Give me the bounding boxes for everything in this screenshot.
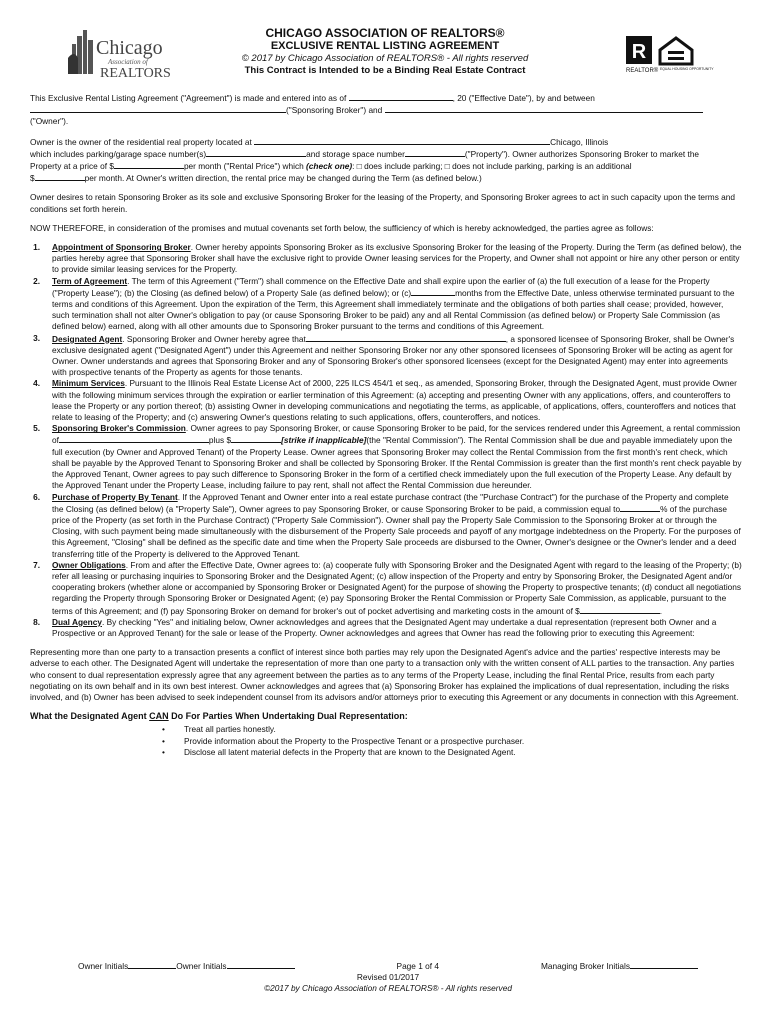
section-term: 2. Term of Agreement. The term of this Agreement ("Term") shall commence on the Effective Date and shall expire upon the earlier of (a) the full execution of a lease for the Property ("Property Lease"); (b) the Closing (as defined below) of a Property Sale (as defined below); or (c) months from the Effective Date, unless otherwise terminated pursuant to the terms and conditions of this Agreement. Upon the expiration of the Term, this Agreement shall immediately terminate and the obligations of both parties shall cease; provided, however, such termination shall not alter Owner's obligation to pay (or cause Sponsoring Broker to be paid) any and all Rental Commission (as defined below) or Property Sale Commission (as defined below) earned, along with all other amounts due to Sponsoring Broker pursuant to the terms and conditions of this Agreement. xyxy=(33,275,735,332)
term-months-field[interactable] xyxy=(411,287,455,296)
section-owner-obligations: 7. Owner Obligations. From and after the Effective Date, Owner agrees to: (a) cooperate fully with Sponsoring Broker and the Designated Agent with regard to the leasing of the Property; (b) refer all leasing or purchasing inquiries to Sponsoring Broker and the Designated Agent; (c) allow inspection of the Property and entry by Sponsoring Broker, the Designated Agent and/or cooperating brokers (whether alone or accompanied by Sponsoring Broker or Designated Agent) for the purpose of showing the Property to prospective tenants; (d) conduct all negotiations regarding the Property through Sponsoring Broker or Designated Agent; (e) pay Sponsoring Broker the Rental Commission or Property Sale Commission, as applicable, pursuant to the terms of this Agreement; and (f) pay Sponsoring Broker on demand for broker's out of pocket advertising and marketing costs in the amount of $ . xyxy=(33,559,742,616)
section-minimum-services: 4. Minimum Services. Pursuant to the Illinois Real Estate License Act of 2000, 225 ILCS 454/1 et seq., as amended, Sponsoring Broker, through the Designated Agent, must provide Owner with the following minimum services through the expiration or earlier termination of this Agreement: (a) accepting and presenting Owner with any applications, offers, and counteroffers to lease the Property or any portion thereof; (b) assisting Owner in developing communications and negotiating the terms, as applicable, of applications, offers, counteroffers and notices that relate to leasing of the Property; and (c) answering Owner's questions relating to such applications, offers, counteroffers, and notices. xyxy=(33,378,737,423)
section-commission: 5. Sponsoring Broker's Commission. Owner agrees to pay Sponsoring Broker, or cause Sponsoring Broker to be paid, for the services rendered under this Agreement, a rental commission of plus $ [strike if inapplicable](the "Rental Commission"). The Rental Commission shall be due and payable immediately upon the full execution (by Owner and Approved Tenant) of the Property Lease. Owner agrees that Sponsoring Broker may collect the Rental Commission from the first month's rent check, which shall be payable by the Approved Tenant to Sponsoring Broker and shall be collected by Sponsoring Broker. If the Rental Commission is greater than the first month's rent check payable by the Approved Tenant, Owner agrees to pay such difference to Sponsoring Broker in the form of a certified check immediately upon the full execution of the Property Lease. Any default by the Approved Tenant under the Property Lease, including failure to pay rent, shall not affect the Rental Commission due hereunder. xyxy=(33,423,742,491)
section-purchase-by-tenant: 6. Purchase of Property By Tenant. If the Approved Tenant and Owner enter into a real estate purchase contract (the "Purchase Contract") for the purchase of the Property and complete the Closing (as defined below) (a "Property Sale"), Owner agrees to pay Sponsoring Broker, or cause Sponsoring Broker to be paid, a commission equal to % of the purchase price of the Property (as set forth in the Purchase Contract) ("Property Sale Commission"). Owner shall pay the Property Sale Commission to the Sponsoring Broker at or through the Closing, with such payment being made simultaneously with the disbursement of the Property Sale proceeds and payoff of any mortgage indebtedness on the Property. For the purposes of this Agreement, "Closing" shall be defined as the specific date and time when the Property Sale proceeds are disbursed to the Owner, Owner's designee or the Owner's lender and a deed transferring title of the Property is delivered to the Approved Tenant. xyxy=(33,491,741,559)
storage-space-field[interactable] xyxy=(405,148,465,157)
header-copyright: © 2017 by Chicago Association of REALTORS® - All rights reserved xyxy=(241,53,529,64)
owner-property-paragraph: Owner is the owner of the residential real property located at Chicago, Illinois which includes parking/garage space number(s) and storage space number ("Property"). Owner authorizes Sponsoring Broker to market the Property at a price of $ per month ("Rental Price") which (check one): □ does include parking; □ does not include parking, parking is an additional $ per month. At Owner's written direction, the rental price may be changed during the Term (as defined below.) xyxy=(30,136,700,184)
sponsoring-broker-field[interactable] xyxy=(30,104,286,113)
page-footer: Owner Initials Owner Initials Page 1 of 4 Managing Broker Initials Revised 01/2017 ©2017 by Chicago Association of REALTORS® - All rights reserved xyxy=(78,960,698,994)
intro-paragraph: This Exclusive Rental Listing Agreement ("Agreement") is made and entered into as of , 20 ("Effective Date"), by and between ("Sponsoring Broker") and ("Owner"). xyxy=(30,92,742,128)
commission-plus-field[interactable] xyxy=(231,434,281,443)
section-designated-agent: 3. Designated Agent. Sponsoring Broker and Owner hereby agree that , a sponsored licensee of Sponsoring Broker, shall be Owner's exclusive designated agent ("Designated Agent") under this Agreement and neither Sponsoring Broker nor any other sponsored licensees of Sponsoring Broker will be acting as agent for Owner. Owner understands and agrees that Sponsoring Broker and any of Sponsoring Broker's other sponsored licensees (except for the Designated Agent) may enter into agreements with prospective tenants of the Property as agents for those tenants. xyxy=(33,332,735,378)
footer-copyright: ©2017 by Chicago Association of REALTORS® - All rights reserved xyxy=(264,983,512,993)
desire-paragraph: Owner desires to retain Sponsoring Broker as its sole and exclusive Sponsoring Broker for the leasing of the Property, and Sponsoring Broker agrees to act in such capacity upon the terms and conditions set forth herein. xyxy=(30,192,736,214)
svg-text:EQUAL HOUSING OPPORTUNITY: EQUAL HOUSING OPPORTUNITY xyxy=(660,67,714,71)
svg-text:R: R xyxy=(631,41,647,63)
parking-price-field[interactable] xyxy=(35,172,85,181)
svg-text:REALTOR®: REALTOR® xyxy=(626,68,659,74)
marketing-costs-field[interactable] xyxy=(580,605,660,614)
realtor-equal-housing-icon xyxy=(624,34,714,78)
owner-initials-field-1[interactable] xyxy=(128,960,176,969)
list-item: • Provide information about the Property to the Prospective Tenant or a prospective purchaser. xyxy=(162,735,525,746)
document-header xyxy=(190,26,580,77)
rental-price-field[interactable] xyxy=(114,160,184,169)
section-appointment: 1. Appointment of Sponsoring Broker. Owner hereby appoints Sponsoring Broker as its exclusive Sponsoring Broker for the leasing of the Property. During the Term (as defined below), the parties hereby agree that Sponsoring Broker shall have the exclusive right to provide Owner leasing services for the Property, and Owner shall not appoint or hire any other person or entity to provide similar leasing services for the Property. xyxy=(33,242,742,275)
dual-representation-disclosure: Representing more than one party to a transaction presents a conflict of interest since both parties may rely upon the Designated Agent's advice and the parties' respective interests may be adverse to each other. The Designated Agent will undertake the representation of more than one party to a transaction only with the written consent of ALL parties to the transaction. Any parties who consent to dual representation expressly agree that any agreement between the parties as to any terms of the Property Lease, including the final Rental Price, results from each party negotiating on its own behalf and in its own best interest. Owner acknowledges and agrees that (a) Sponsoring Broker has explained the implications of dual representation, including the risks involved, and (b) Owner has been advised to seek independent counsel from its advisors and/or attorneys prior to executing this Agreement or any documents in connection with this Agreement. xyxy=(30,647,739,702)
section-dual-agency: 8. Dual Agency. By checking "Yes" and initialing below, Owner acknowledges and agrees that the Designated Agent may undertake a dual representation (represent both Owner and a Prospective or an Approved Tenant) for the sale or lease of the Property. Owner acknowledges and agrees that Owner has read the following prior to executing this Agreement: xyxy=(33,616,717,638)
agreement-body xyxy=(30,92,742,758)
sale-commission-field[interactable] xyxy=(620,503,660,512)
svg-text:REALTORS: REALTORS xyxy=(100,66,171,81)
owner-initials-field-2[interactable] xyxy=(227,960,295,969)
org-title: CHICAGO ASSOCIATION OF REALTORS® xyxy=(265,26,505,40)
svg-text:Association of: Association of xyxy=(108,58,148,66)
property-address-field[interactable] xyxy=(254,136,550,145)
svg-text:Chicago: Chicago xyxy=(96,37,163,59)
binding-notice: This Contract is Intended to be a Binding Real Estate Contract xyxy=(244,65,526,76)
chicago-realtors-logo xyxy=(66,22,176,84)
list-item: • Disclose all latent material defects in the Property that are known to the Designated Agent. xyxy=(162,746,516,757)
owner-name-field[interactable] xyxy=(385,104,703,113)
now-therefore-paragraph: NOW THEREFORE, in consideration of the promises and mutual covenants set forth below, the sufficiency of which is hereby acknowledged, the parties agree as follows: xyxy=(30,222,654,233)
agreement-title: EXCLUSIVE RENTAL LISTING AGREEMENT xyxy=(270,40,500,52)
designated-agent-field[interactable] xyxy=(306,333,506,342)
rental-commission-field[interactable] xyxy=(59,434,209,443)
managing-broker-initials-field[interactable] xyxy=(630,960,698,969)
revision-date: Revised 01/2017 xyxy=(356,972,420,982)
page-number: Page 1 of 4 xyxy=(396,961,439,971)
dual-representation-heading: What the Designated Agent CAN Do For Parties When Undertaking Dual Representation: xyxy=(30,711,408,722)
parking-space-field[interactable] xyxy=(206,148,306,157)
effective-date-field[interactable] xyxy=(349,92,453,101)
dual-representation-list xyxy=(162,724,742,758)
list-item: • Treat all parties honestly. xyxy=(162,724,276,735)
